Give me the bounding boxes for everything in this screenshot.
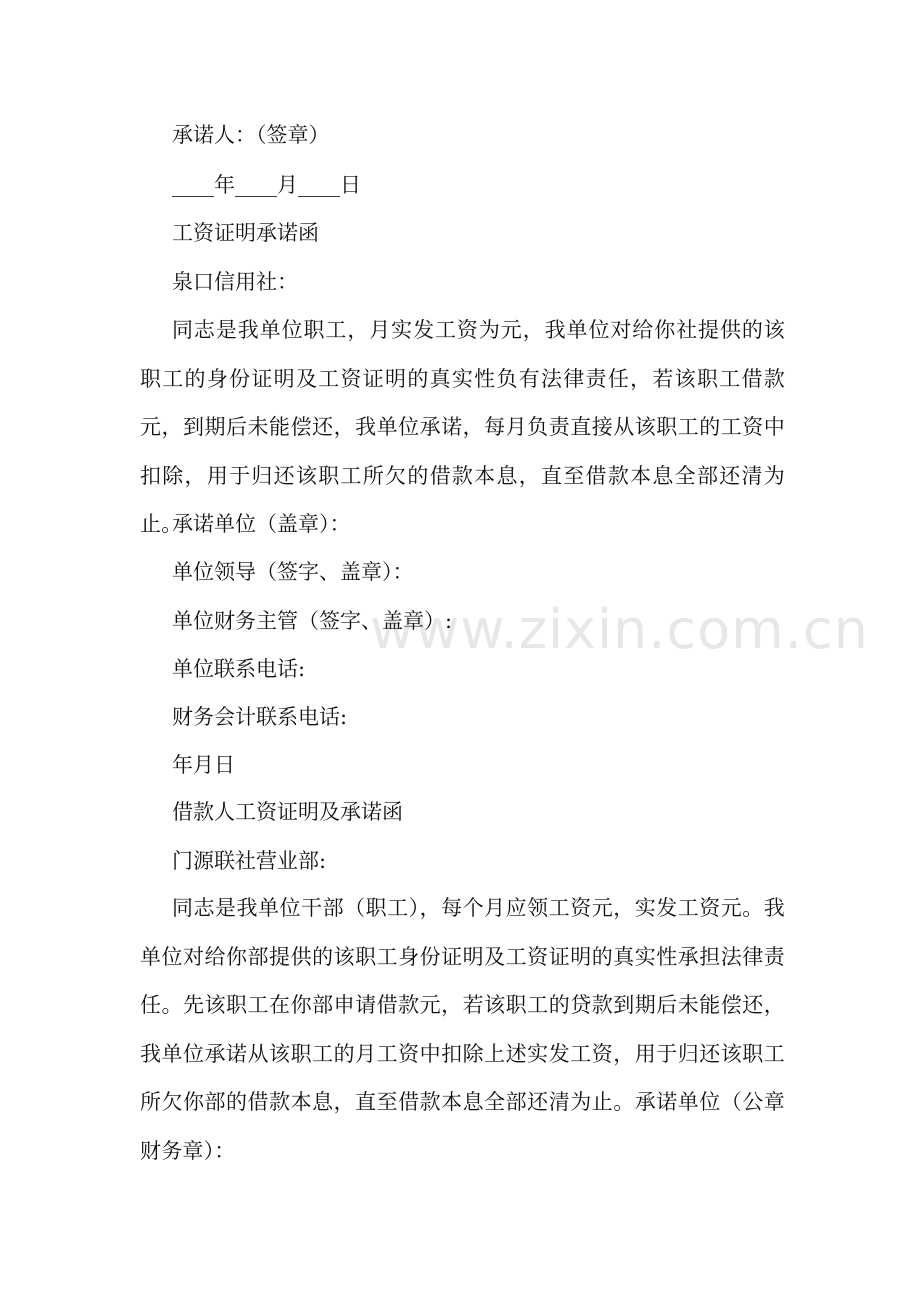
finance-supervisor-line: 单位财务主管（签字、盖章）:: [172, 609, 453, 633]
accountant-phone-line: 财务会计联系电话:: [172, 705, 348, 729]
unit-phone-line: 单位联系电话:: [172, 657, 306, 681]
section-title-salary-certificate: 工资证明承诺函: [172, 221, 319, 245]
addressee-menyuan: 门源联社营业部:: [172, 849, 327, 873]
date-line: ____年____月____日: [172, 173, 361, 197]
unit-leader-line: 单位领导（签字、盖章）：: [172, 560, 414, 584]
commitment-paragraph-1: 同志是我单位职工，月实发工资为元，我单位对给你社提供的该职工的身份证明及工资证明的真实性负有法律责任，若该职工借款元，到期后未能偿还，我单位承诺，每月负责直接从该职工的工资中扣除，用于归还该职工所欠的借款本息，直至借款本息全部还清为止。: [140, 318, 785, 536]
promisor-signature-line: 承诺人：（签章）: [172, 123, 330, 147]
watermark: www.zixin.com.cn: [370, 598, 869, 661]
committing-unit-line: 承诺单位（盖章）：: [172, 512, 351, 536]
commitment-paragraph-2: 同志是我单位干部（职工），每个月应领工资元，实发工资元。我单位对给你部提供的该职工身份证明及工资证明的真实性承担法律责任。先该职工在你部申请借款元，若该职工的贷款到期后未能偿还，我单位承诺从该职工的月工资中扣除上述实发工资，用于归还该职工所欠你部的借款本息，直至借款本息全部还清为止。承诺单位（公章财务章）：: [140, 896, 785, 1163]
date-ymd-line: 年月日: [172, 753, 235, 777]
section-title-borrower: 借款人工资证明及承诺函: [172, 800, 403, 824]
addressee-quankou: 泉口信用社：: [172, 270, 298, 294]
